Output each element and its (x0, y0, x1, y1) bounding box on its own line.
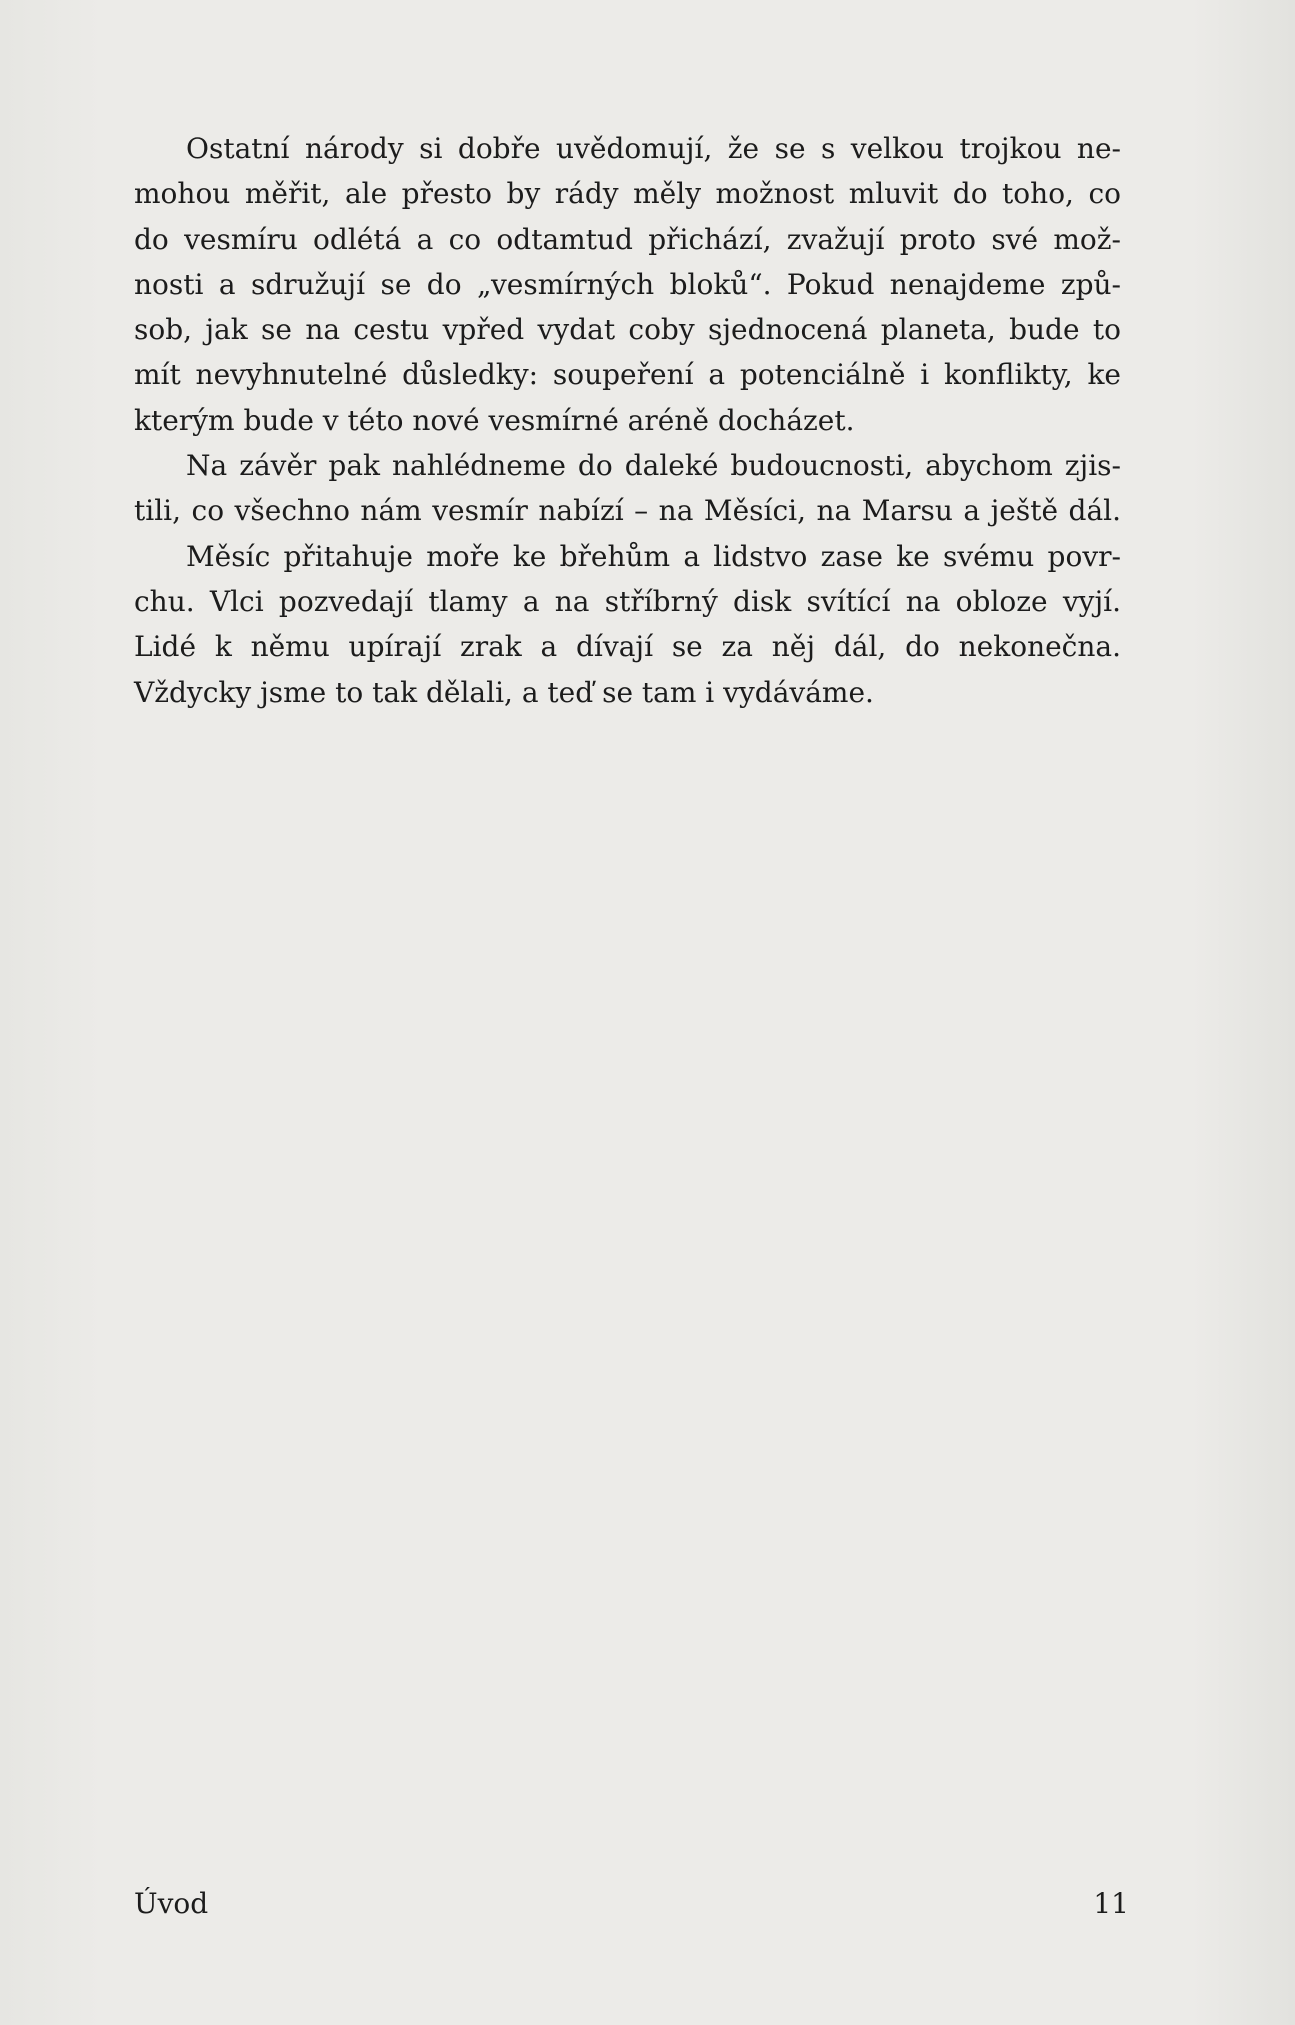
text-line: mohou měřit, ale přesto by rády měly možnost mluvit do toho, co (134, 177, 1121, 211)
page-number: 11 (1093, 1887, 1129, 1920)
text-line: Vždycky jsme to tak dělali, a teď se tam i vydáváme. (134, 675, 874, 709)
text-line: chu. Vlci pozvedají tlamy a na stříbrný disk svítící na obloze vyjí. (134, 584, 1121, 618)
text-line: Na závěr pak nahlédneme do daleké budoucnosti, abychom zjis- (186, 449, 1121, 483)
text-line: mít nevyhnutelné důsledky: soupeření a potenciálně i konflikty, ke (134, 358, 1121, 392)
text-line: do vesmíru odlétá a co odtamtud přichází, zvažují proto své mož- (134, 222, 1121, 256)
text-line: tili, co všechno nám vesmír nabízí – na Měsíci, na Marsu a ještě dál. (134, 494, 1121, 528)
text-line: nosti a sdružují se do „vesmírných bloků“. Pokud nenajdeme způ- (134, 267, 1121, 301)
body-text (134, 126, 1121, 715)
running-footer-title: Úvod (134, 1887, 209, 1920)
text-line: kterým bude v této nové vesmírné aréně docházet. (134, 403, 855, 437)
text-line: Ostatní národy si dobře uvědomují, že se s velkou trojkou ne- (186, 132, 1121, 165)
text-line: Lidé k němu upírají zrak a dívají se za něj dál, do nekonečna. (134, 630, 1121, 664)
page-footer (134, 1887, 1129, 1927)
text-line: sob, jak se na cestu vpřed vydat coby sjednocená planeta, bude to (134, 313, 1121, 347)
text-line: Měsíc přitahuje moře ke břehům a lidstvo zase ke svému povr- (186, 539, 1121, 573)
